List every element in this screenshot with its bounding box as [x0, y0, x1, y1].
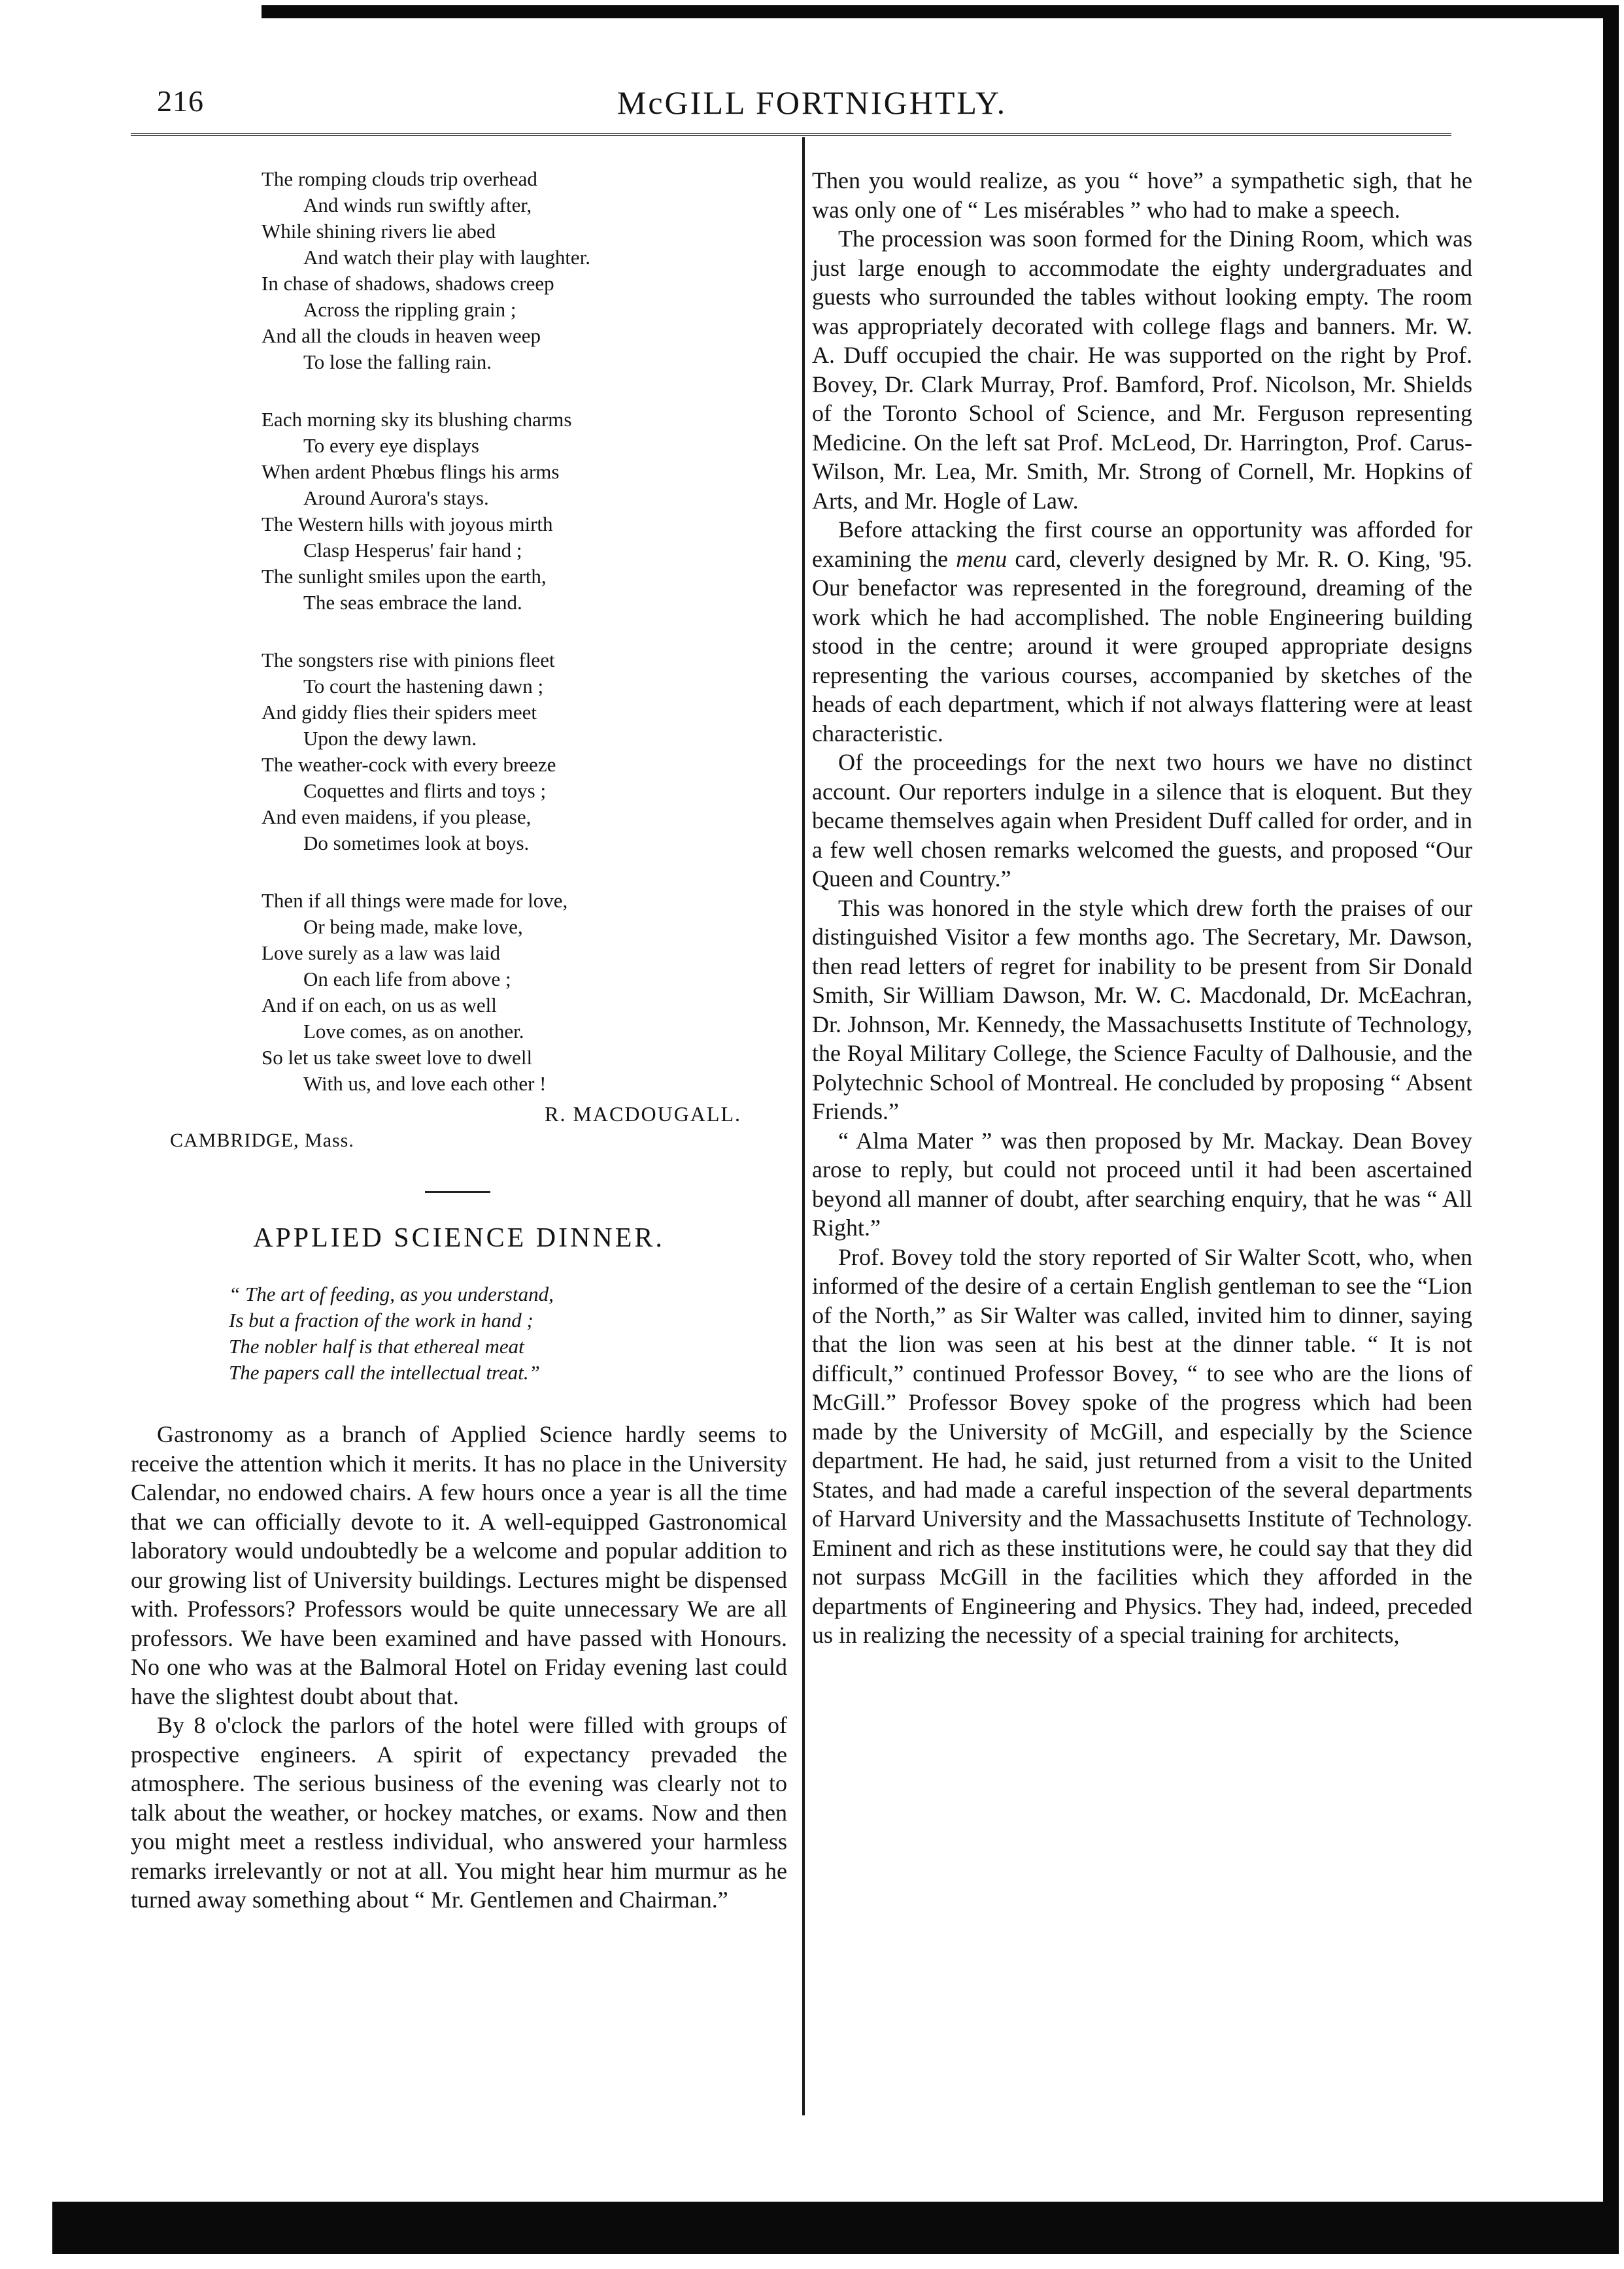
poem-line: And if on each, on us as well	[262, 994, 497, 1017]
poem	[262, 166, 785, 1097]
poem-line: Love surely as a law was laid	[262, 941, 500, 964]
poem-line: The songsters rise with pinions fleet	[262, 648, 555, 671]
paragraph: Then you would realize, as you “ hove” a sympathetic sigh, that he was only one of “ Les misérables ” who had to make a speech.	[812, 167, 1472, 223]
running-head: McGILL FORTNIGHTLY.	[617, 84, 1007, 121]
top-border-rule	[262, 5, 1615, 18]
epigraph-line: Is but a fraction of the work in hand ;	[229, 1309, 533, 1332]
poem-line: Do sometimes look at boys.	[303, 832, 530, 854]
poem-line: And all the clouds in heaven weep	[262, 324, 541, 347]
menu-italic: menu	[956, 545, 1007, 572]
poem-line: The seas embrace the land.	[303, 591, 522, 614]
paragraph: The procession was soon formed for the Dining Room, which was just large enough to accommodate the eighty undergraduates and guests who surrounded the tables without looking empty. The room was appropriately decorated with college flags and banners. Mr. W. A. Duff occupied the chair. He was supported on the right by Prof. Bovey, Dr. Clark Murray, Prof. Bamford, Prof. Nicolson, Mr. Shields of the Toronto School of Science, and Mr. Ferguson representing Medicine. On the left sat Prof. McLeod, Dr. Harrington, Prof. Carus-Wilson, Mr. Lea, Mr. Smith, Mr. Strong of Cornell, Mr. Hopkins of Arts, and Mr. Hogle of Law.	[812, 226, 1472, 514]
paragraph: This was honored in the style which drew forth the praises of our distinguished Visitor a few months ago. The Secretary, Mr. Dawson, then read letters of regret for inability to be present from Sir Donald Smith, Sir William Dawson, Mr. W. C. Macdonald, Dr. McEachran, Dr. Johnson, Mr. Kennedy, the Massachusetts Institute of Technology, the Royal Military College, the Science Faculty of Dalhousie, and the Polytechnic School of Montreal. He concluded by proposing “ Absent Friends.”	[812, 894, 1472, 1124]
bottom-border-rule	[52, 2202, 1619, 2254]
epigraph-line: “ The art of feeding, as you understand,	[229, 1283, 554, 1305]
page-number: 216	[157, 84, 204, 118]
poem-author: R. MACDOUGALL.	[545, 1102, 741, 1126]
poem-line: And watch their play with laughter.	[303, 246, 591, 269]
poem-line: The Western hills with joyous mirth	[262, 513, 553, 535]
poem-line: Around Aurora's stays.	[303, 486, 489, 509]
poem-stanza	[262, 647, 785, 856]
poem-line: In chase of shadows, shadows creep	[262, 272, 554, 295]
poem-line: Clasp Hesperus' fair hand ;	[303, 539, 522, 562]
poem-line: To every eye displays	[303, 434, 479, 457]
menu-text-before: Before attacking the first course an opportunity was afforded for examining the	[812, 516, 1472, 572]
poem-line: When ardent Phœbus flings his arms	[262, 460, 560, 483]
poem-line: The weather-cock with every breeze	[262, 753, 556, 776]
poem-line: Across the rippling grain ;	[303, 298, 516, 321]
column-divider	[802, 137, 805, 2115]
paragraph: Of the proceedings for the next two hours we have no distinct account. Our reporters indulge in a silence that is eloquent. But they became themselves again when President Duff called for order, and in a few well chosen remarks welcomed the guests, and proposed “Our Queen and Country.”	[812, 749, 1472, 892]
poem-stanza	[262, 888, 785, 1097]
poem-stanza	[262, 407, 785, 616]
poem-line: Love comes, as on another.	[303, 1020, 524, 1043]
paragraph: Prof. Bovey told the story reported of Sir Walter Scott, who, when informed of the desire of a certain English gentleman to see the “Lion of the North,” as Sir Walter was called, invited him to dinner, saying that the lion was seen at his best at the dinner table. “ It is not difficult,” continued Professor Bovey, “ to see who are the lions of McGill.” Professor Bovey spoke of the progress which had been made by the University of McGill, and especially by the Science department. He had, he said, just returned from a visit to the United States, and had made a careful inspection of the several departments of Harvard University and the Massachusetts Institute of Technology. Eminent and rich as these institutions were, he could say that they did not surpass McGill in the facilities which they afforded in the departments of Engineering and Physics. They had, indeed, preceded us in realizing the necessity of a special training for architects,	[812, 1243, 1472, 1648]
menu-text-after: card, cleverly designed by Mr. R. O. King, '95. Our benefactor was represented in the foreground, dreaming of the work which he had accomplished. The noble Engineering building stood in the centre; around it were grouped appropriate designs representing the various courses, accompanied by sketches of the heads of each department, which if not always flattering were at least characteristic.	[812, 545, 1472, 747]
section-rule	[425, 1191, 490, 1193]
poem-place: CAMBRIDGE, Mass.	[170, 1130, 354, 1151]
poem-line: While shining rivers lie abed	[262, 220, 496, 243]
paragraph	[812, 515, 1472, 748]
poem-line: Or being made, make love,	[303, 915, 523, 938]
poem-line: On each life from above ;	[303, 967, 511, 990]
article-title: APPLIED SCIENCE DINNER.	[253, 1223, 665, 1253]
paragraph: “ Alma Mater ” was then proposed by Mr. Mackay. Dean Bovey arose to reply, but could not proceed until it had been ascertained beyond all manner of doubt, after searching enquiry, that he was “ All Right.”	[812, 1127, 1472, 1241]
left-body-text	[131, 1420, 787, 1915]
epigraph-line: The nobler half is that ethereal meat	[229, 1335, 524, 1358]
header-rule	[131, 133, 1451, 136]
right-body-text	[812, 166, 1472, 1650]
poem-line: The sunlight smiles upon the earth,	[262, 565, 547, 588]
poem-line: To lose the falling rain.	[303, 350, 492, 373]
paragraph: By 8 o'clock the parlors of the hotel were filled with groups of prospective engineers. A spirit of expectancy prevaded the atmosphere. The serious business of the evening was clearly not to talk about the weather, or hockey matches, or exams. Now and then you might meet a restless individual, who answered your harmless remarks irrelevantly or not at all. You might hear him murmur as he turned away something about “ Mr. Gentlemen and Chairman.”	[131, 1712, 787, 1913]
poem-line: So let us take sweet love to dwell	[262, 1046, 533, 1069]
poem-line: With us, and love each other !	[303, 1072, 547, 1095]
right-border-edge	[1603, 5, 1619, 2241]
poem-line: To court the hastening dawn ;	[303, 675, 544, 698]
poem-line: Then if all things were made for love,	[262, 889, 568, 912]
poem-line: Each morning sky its blushing charms	[262, 408, 572, 431]
poem-line: And winds run swiftly after,	[303, 193, 532, 216]
poem-line: And giddy flies their spiders meet	[262, 701, 537, 724]
poem-line: Coquettes and flirts and toys ;	[303, 779, 547, 802]
poem-stanza	[262, 166, 785, 375]
poem-line: And even maidens, if you please,	[262, 805, 532, 828]
epigraph	[229, 1281, 752, 1386]
epigraph-line: The papers call the intellectual treat.”	[229, 1361, 540, 1384]
poem-line: Upon the dewy lawn.	[303, 727, 477, 750]
poem-line: The romping clouds trip overhead	[262, 167, 537, 190]
paragraph: Gastronomy as a branch of Applied Science hardly seems to receive the attention which it merits. It has no place in the University Calendar, no endowed chairs. A few hours once a year is all the time that we can officially devote to it. A well-equipped Gastronomical laboratory would undoubtedly be a welcome and popular addition to our growing list of University buildings. Lectures might be dispensed with. Professors? Professors would be quite unnecessary We are all professors. We have been examined and have passed with Honours. No one who was at the Balmoral Hotel on Friday evening last could have the slightest doubt about that.	[131, 1421, 787, 1709]
